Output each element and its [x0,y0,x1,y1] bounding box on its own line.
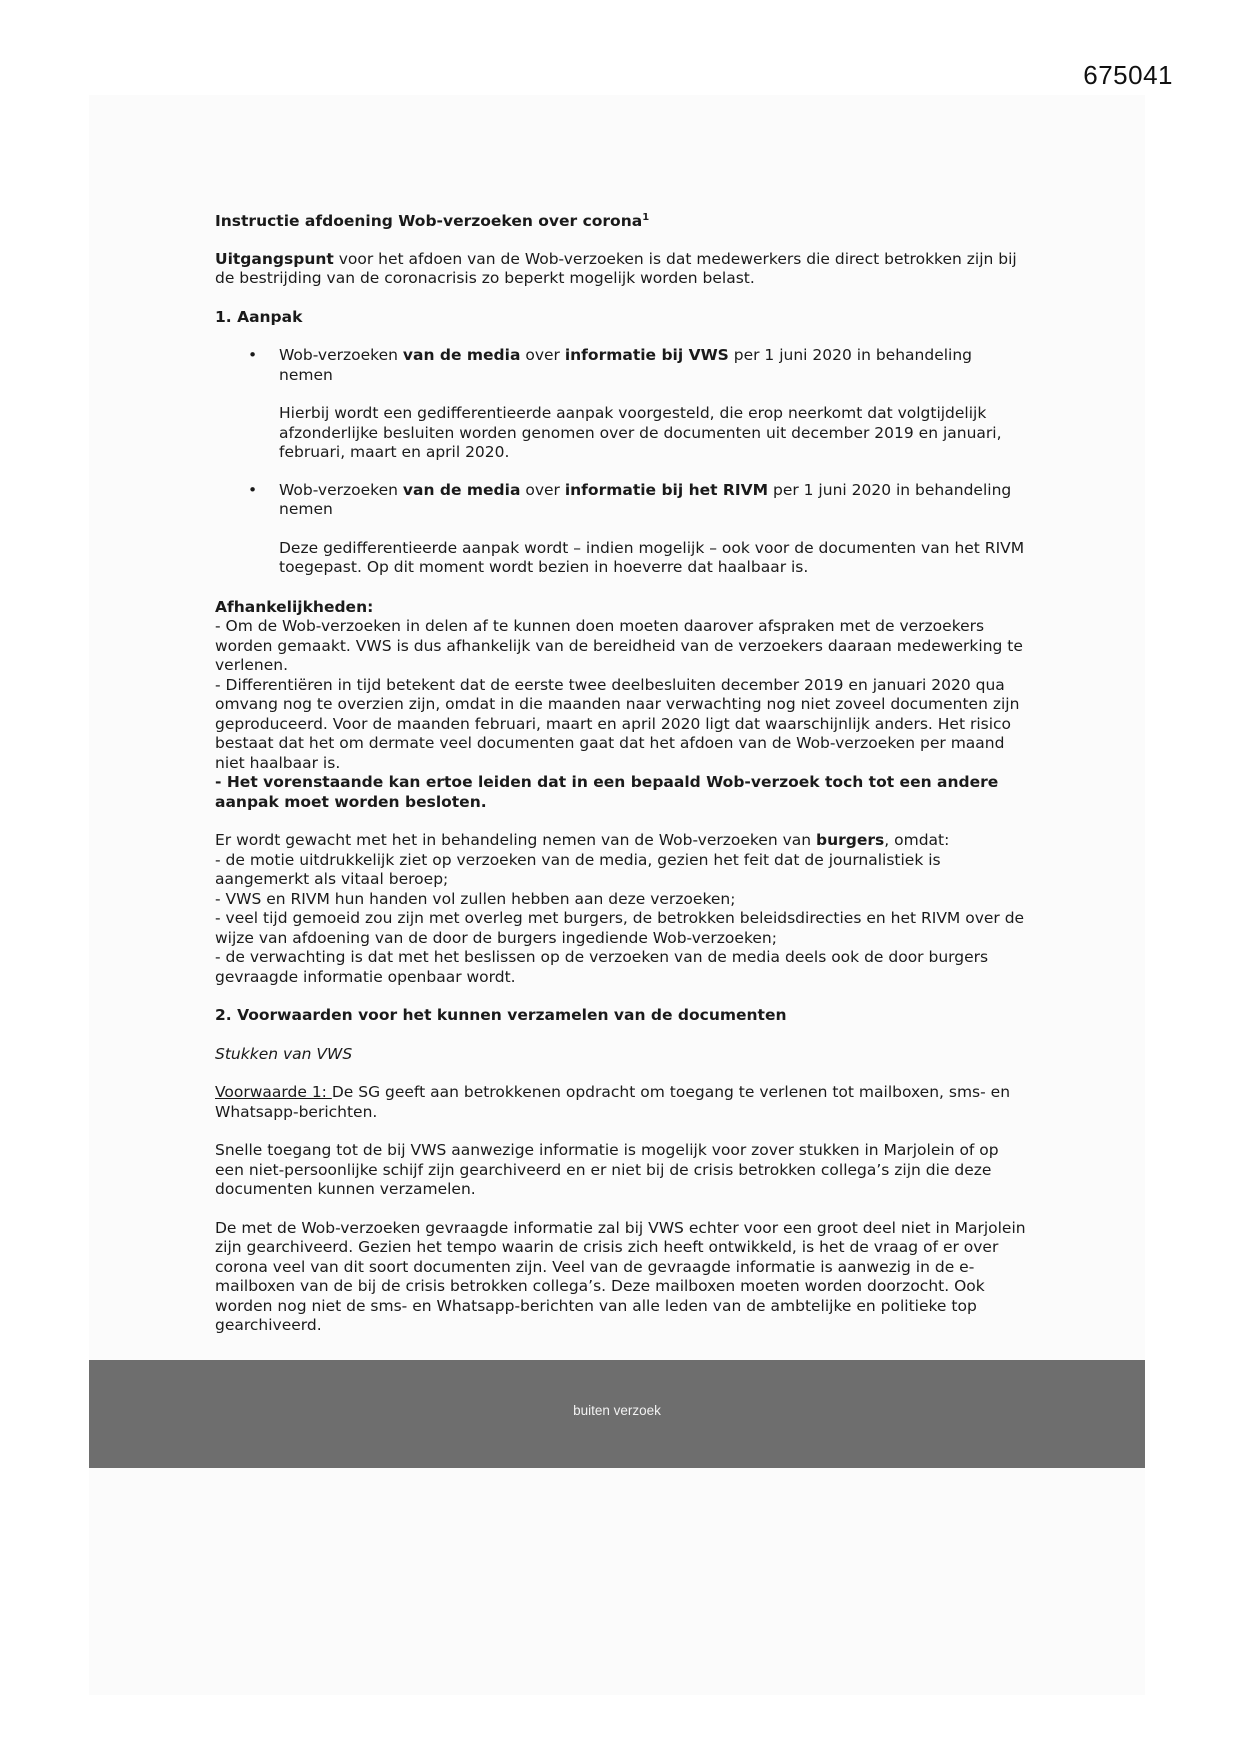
mailbox-paragraph: De met de Wob-verzoeken gevraagde informatie zal bij VWS echter voor een groot deel niet in Marjolein zijn gearchiveerd. Gezien het tempo waarin de crisis zich heeft ontwikkeld, is het de vraag of er over corona veel van dit soort documenten zijn. Veel van de gevraagde informatie is aanwezig in de e-mailboxen van de bij de crisis betrokken collega’s. Deze mailboxen moeten worden doorzocht. Ook worden nog niet de sms- en Whatsapp-berichten van alle leden van de ambtelijke en politieke top gearchiveerd. [215,1218,1026,1334]
dependency-line: - Differentiëren in tijd betekent dat de eerste twee deelbesluiten december 2019 en januari 2020 qua omvang nog te overzien zijn, omdat in die maanden naar verwachting nog niet zoveel documenten zijn geproduceerd. Voor de maanden februari, maart en april 2020 ligt dat waarschijnlijk anders. Het risico bestaat dat het om dermate veel documenten gaat dat het afdoen van de Wob-verzoeken per maand niet haalbaar is. [215,675,1020,772]
text-span: Wob-verzoeken [279,346,403,364]
text-span: Er wordt gewacht met het in behandeling nemen van de Wob-verzoeken van [215,831,817,849]
dependencies-block [215,598,1030,813]
intro-text: voor het afdoen van de Wob-verzoeken is dat medewerkers die direct betrokken zijn bij de bestrijding van de coronacrisis zo beperkt mogelijk worden belast. [215,249,1017,287]
bold-span: van de media [402,346,521,364]
dependencies-heading: Afhankelijkheden: [215,597,374,616]
redaction-label: buiten verzoek [573,1403,661,1418]
condition-paragraph [215,1083,1030,1122]
citizens-intro [215,831,1030,851]
title-footnote-marker: 1 [642,211,650,223]
text-span: over [520,480,565,499]
condition-text: De SG geeft aan betrokkenen opdracht om toegang te verlenen tot mailboxen, sms- en Whatsapp-berichten. [215,1083,1011,1121]
document-body [215,212,1030,1355]
document-number: 675041 [1083,60,1173,90]
text-span: per 1 juni 2020 in behandeling nemen [279,346,973,384]
dependency-conclusion: - Het vorenstaande kan ertoe leiden dat in een bepaald Wob-verzoek toch tot een andere aanpak moet worden besloten. [215,773,999,811]
section-1-heading: 1. Aanpak [215,307,303,326]
reason-line: - VWS en RIVM hun handen vol zullen hebben aan deze verzoeken; [215,889,736,908]
bullet-sub-text: Deze gedifferentieerde aanpak wordt – indien mogelijk – ook voor de documenten van het RIVM toegepast. Op dit moment wordt bezien in hoeverre dat haalbaar is. [279,538,1025,576]
bullet-main-text [279,481,1030,520]
intro-paragraph [215,250,1030,289]
bold-span: burgers [816,831,885,849]
bullet-icon: • [248,346,258,364]
bullet-main-text [279,346,1030,385]
condition-label: Voorwaarde 1: [215,1083,332,1101]
text-span: Wob-verzoeken [279,480,403,499]
dependency-line: - Om de Wob-verzoeken in delen af te kunnen doen moeten daarover afspraken met de verzoekers worden gemaakt. VWS is dus afhankelijk van de bereidheid van de verzoekers daaraan medewerking te verlenen. [215,617,1023,674]
access-paragraph: Snelle toegang tot de bij VWS aanwezige informatie is mogelijk voor zover stukken in Marjolein of op een niet-persoonlijke schijf zijn gearchiveerd en er niet bij de crisis betrokken collega’s zijn die deze documenten kunnen verzamelen. [215,1141,999,1198]
bold-span: informatie bij het RIVM [564,480,769,499]
section-2-heading: 2. Voorwaarden voor het kunnen verzamelen van de documenten [215,1006,787,1024]
reason-line: - de verwachting is dat met het beslissen op de verzoeken van de media deels ook de door burgers gevraagde informatie openbaar wordt. [215,948,989,986]
title-text: Instructie afdoening Wob-verzoeken over corona [215,212,643,230]
bold-span: van de media [402,480,521,499]
bold-span: informatie bij VWS [564,346,729,364]
approach-list [215,346,1030,578]
citizens-block [215,831,1030,987]
list-item [215,481,1030,578]
list-item [215,346,1030,463]
section-2-subheading: Stukken van VWS [215,1044,353,1063]
document-title [215,212,1030,232]
bullet-sub-text: Hierbij wordt een gedifferentieerde aanpak voorgesteld, die erop neerkomt dat volgtijdelijk afzonderlijke besluiten worden genomen over de documenten uit december 2019 en januari, februari, maart en april 2020. [279,404,1002,461]
text-span: , omdat: [884,831,950,849]
reason-line: - veel tijd gemoeid zou zijn met overleg met burgers, de betrokken beleidsdirecties en het RIVM over de wijze van afdoening van de door de burgers ingediende Wob-verzoeken; [215,909,1025,947]
text-span: per 1 juni 2020 in behandeling nemen [279,480,1012,518]
reason-line: - de motie uitdrukkelijk ziet op verzoeken van de media, gezien het feit dat de journalistiek is aangemerkt als vitaal beroep; [215,850,941,888]
text-span: over [520,346,565,364]
intro-bold: Uitgangspunt [215,249,334,268]
bullet-icon: • [248,480,258,499]
